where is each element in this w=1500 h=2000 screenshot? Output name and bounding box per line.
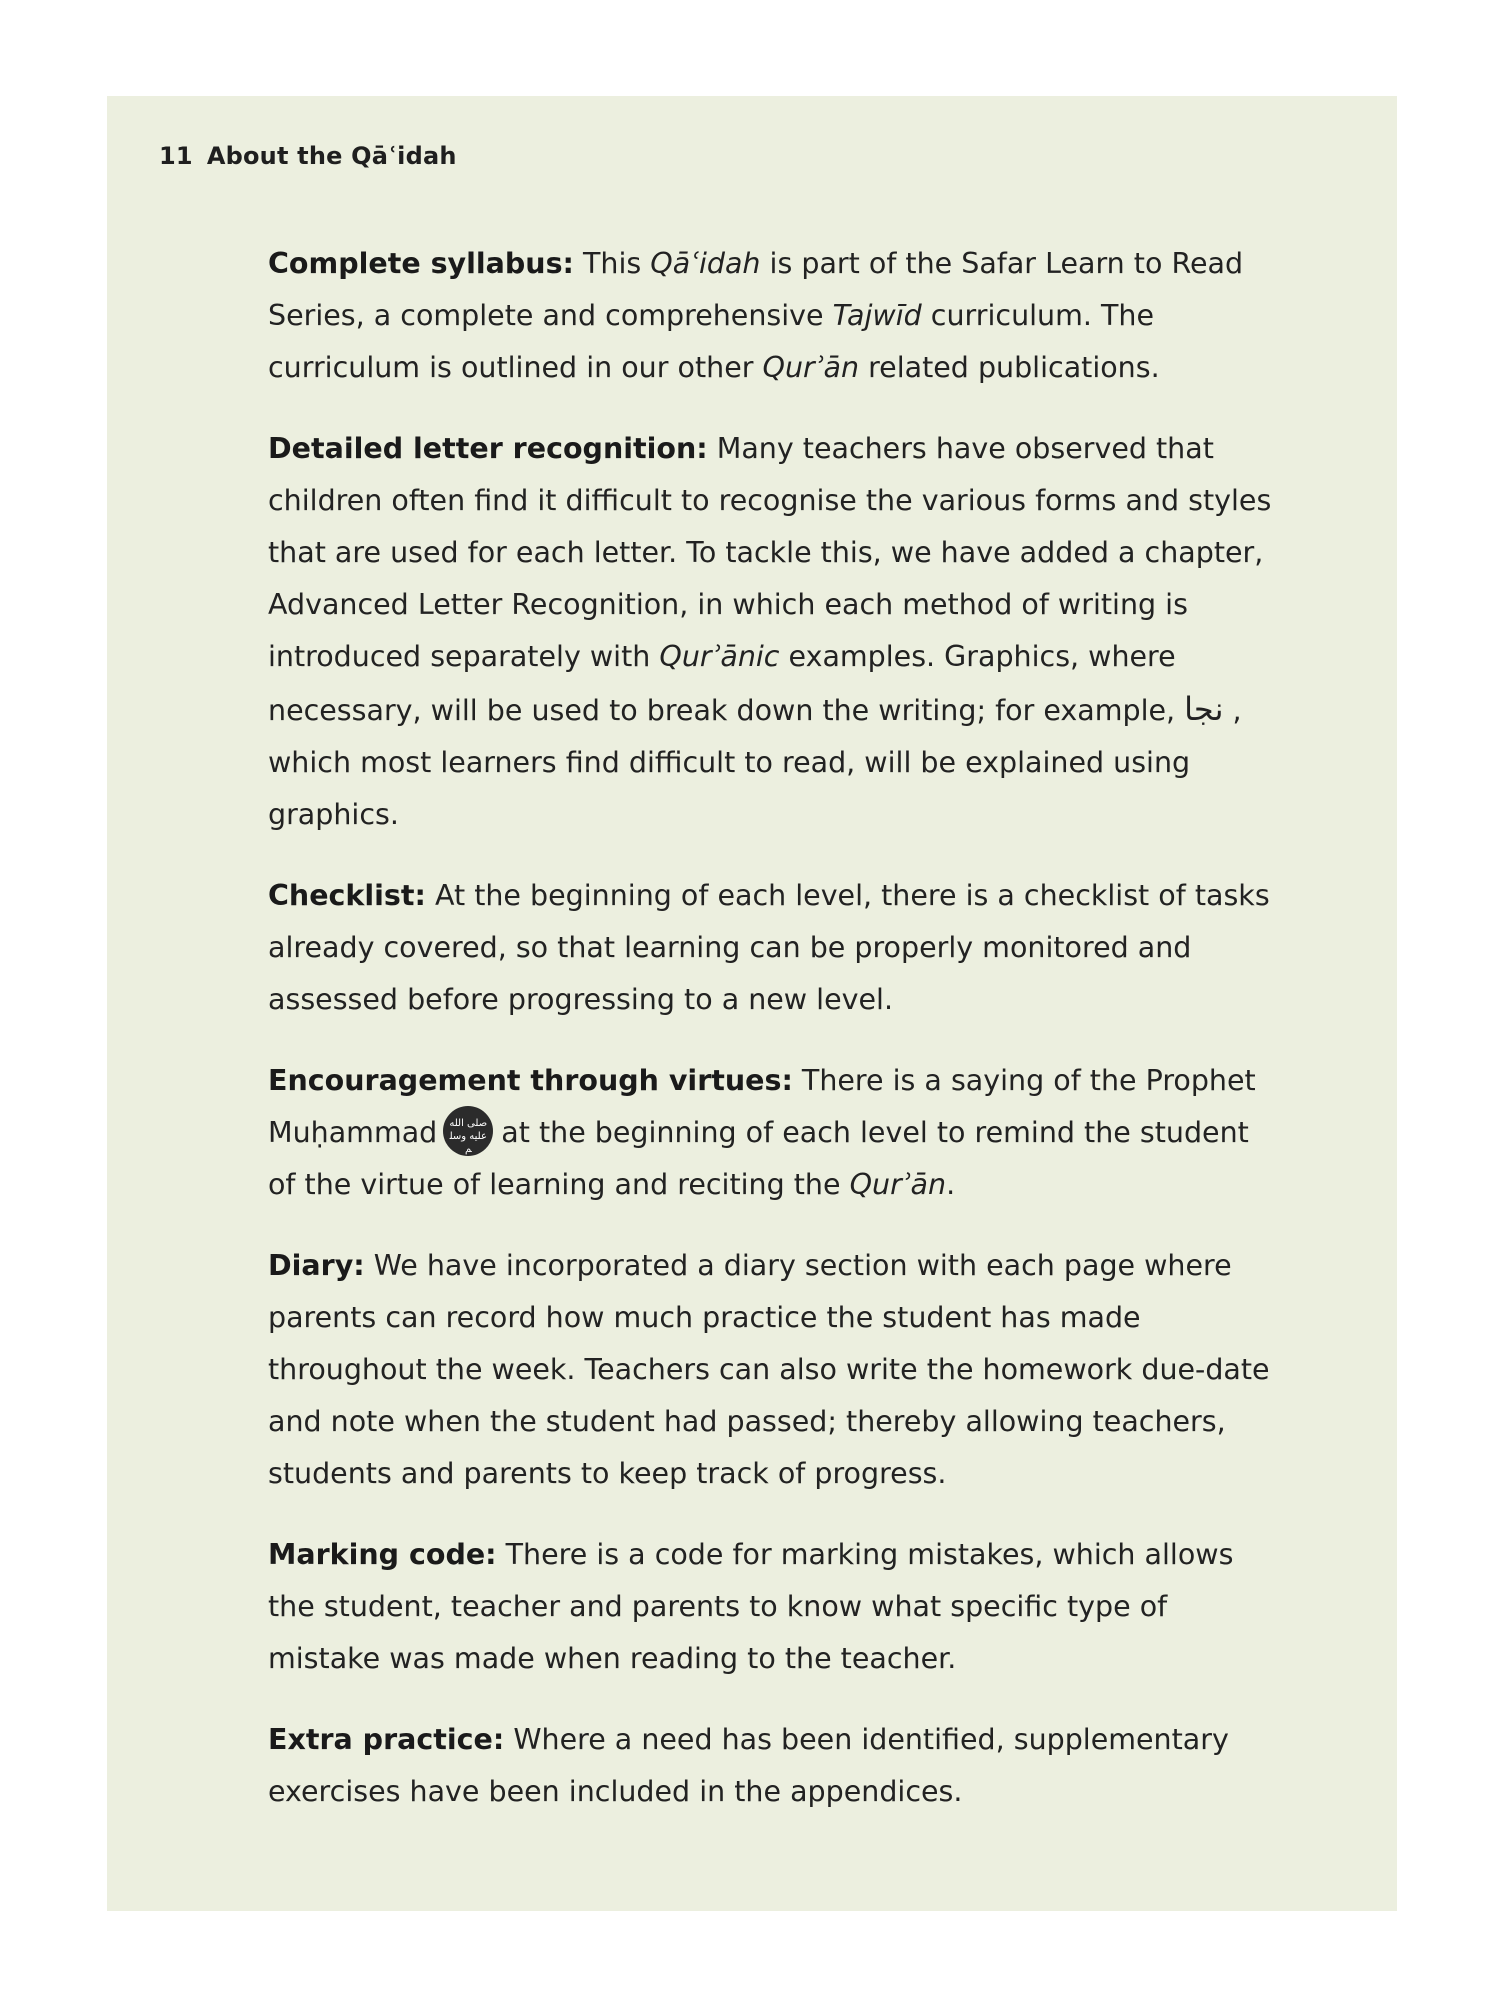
paragraph-heading: Extra practice:	[268, 1723, 505, 1756]
paragraph-text: There is a code for marking mistakes, which allows the student, teacher and parents to know what specific type of mistake was made when reading to the teacher.	[268, 1538, 1234, 1675]
paragraph-diary	[268, 1240, 1273, 1500]
paragraph-text: examples. Graphics, where necessary, will be used to break down the writing; for example,	[268, 640, 1185, 727]
paragraph-text: related publications.	[859, 351, 1160, 384]
paragraph-text: We have incorporated a diary section with each page where parents can record how much practice the student has made throughout the week. Teachers can also write the homework due-date and note when the student had passed; thereby allowing teachers, students and parents to keep track of progress.	[268, 1249, 1270, 1490]
paragraph-checklist	[268, 870, 1273, 1026]
page-number: 11	[159, 142, 193, 170]
honorific-text: صلى الله عليه وسلم	[449, 1118, 488, 1155]
paragraph-heading: Detailed letter recognition:	[268, 432, 708, 465]
paragraph-text: There is a saying of the Prophet Muḥammad	[268, 1064, 1256, 1149]
italic-term: Qurʾānic	[659, 640, 780, 673]
italic-term: Qurʾān	[849, 1168, 947, 1201]
italic-term: Tajwīd	[832, 299, 922, 332]
paragraph-text: at the beginning of each level to remind the student of the virtue of learning and reciting the	[268, 1116, 1249, 1201]
honorific-seal-icon	[443, 1106, 493, 1156]
paragraph-heading: Diary:	[268, 1249, 365, 1282]
paragraph-text: is part of the Safar Learn to Read Series, a complete and comprehensive	[268, 247, 1244, 332]
paragraph-extra-practice	[268, 1714, 1273, 1818]
paragraph-text: Many teachers have observed that children often find it difficult to recognise the various forms and styles that are used for each letter. To tackle this, we have added a chapter, Advanced Letter Recognition, in which each method of writing is introduced separately with	[268, 432, 1272, 673]
book-page	[107, 96, 1397, 1911]
paragraph-heading: Encouragement through virtues:	[268, 1064, 793, 1097]
body-text	[268, 238, 1273, 1847]
paragraph-marking-code	[268, 1529, 1273, 1685]
paragraph-text: .	[946, 1168, 956, 1201]
paragraph-text: Where a need has been identified, supplementary exercises have been included in the appendices.	[268, 1723, 1229, 1808]
chapter-title: About the Qāʿidah	[206, 142, 457, 170]
paragraph-complete-syllabus	[268, 238, 1273, 394]
arabic-example: نجا	[1184, 690, 1224, 728]
running-head	[159, 142, 457, 170]
italic-term: Qāʿidah	[650, 247, 761, 280]
paragraph-heading: Marking code:	[268, 1538, 497, 1571]
paragraph-encouragement	[268, 1055, 1273, 1211]
paragraph-heading: Complete syllabus:	[268, 247, 574, 280]
paragraph-text: At the beginning of each level, there is a checklist of tasks already covered, so that learning can be properly monitored and assessed before progressing to a new level.	[268, 879, 1270, 1016]
paragraph-text: This	[573, 247, 651, 280]
paragraph-heading: Checklist:	[268, 879, 426, 912]
italic-term: Qurʾān	[762, 351, 860, 384]
paragraph-text: , which most learners find difficult to read, will be explained using graphics.	[268, 694, 1242, 831]
paragraph-letter-recognition	[268, 423, 1273, 841]
paragraph-text: curriculum. The curriculum is outlined in our other	[268, 299, 1154, 384]
